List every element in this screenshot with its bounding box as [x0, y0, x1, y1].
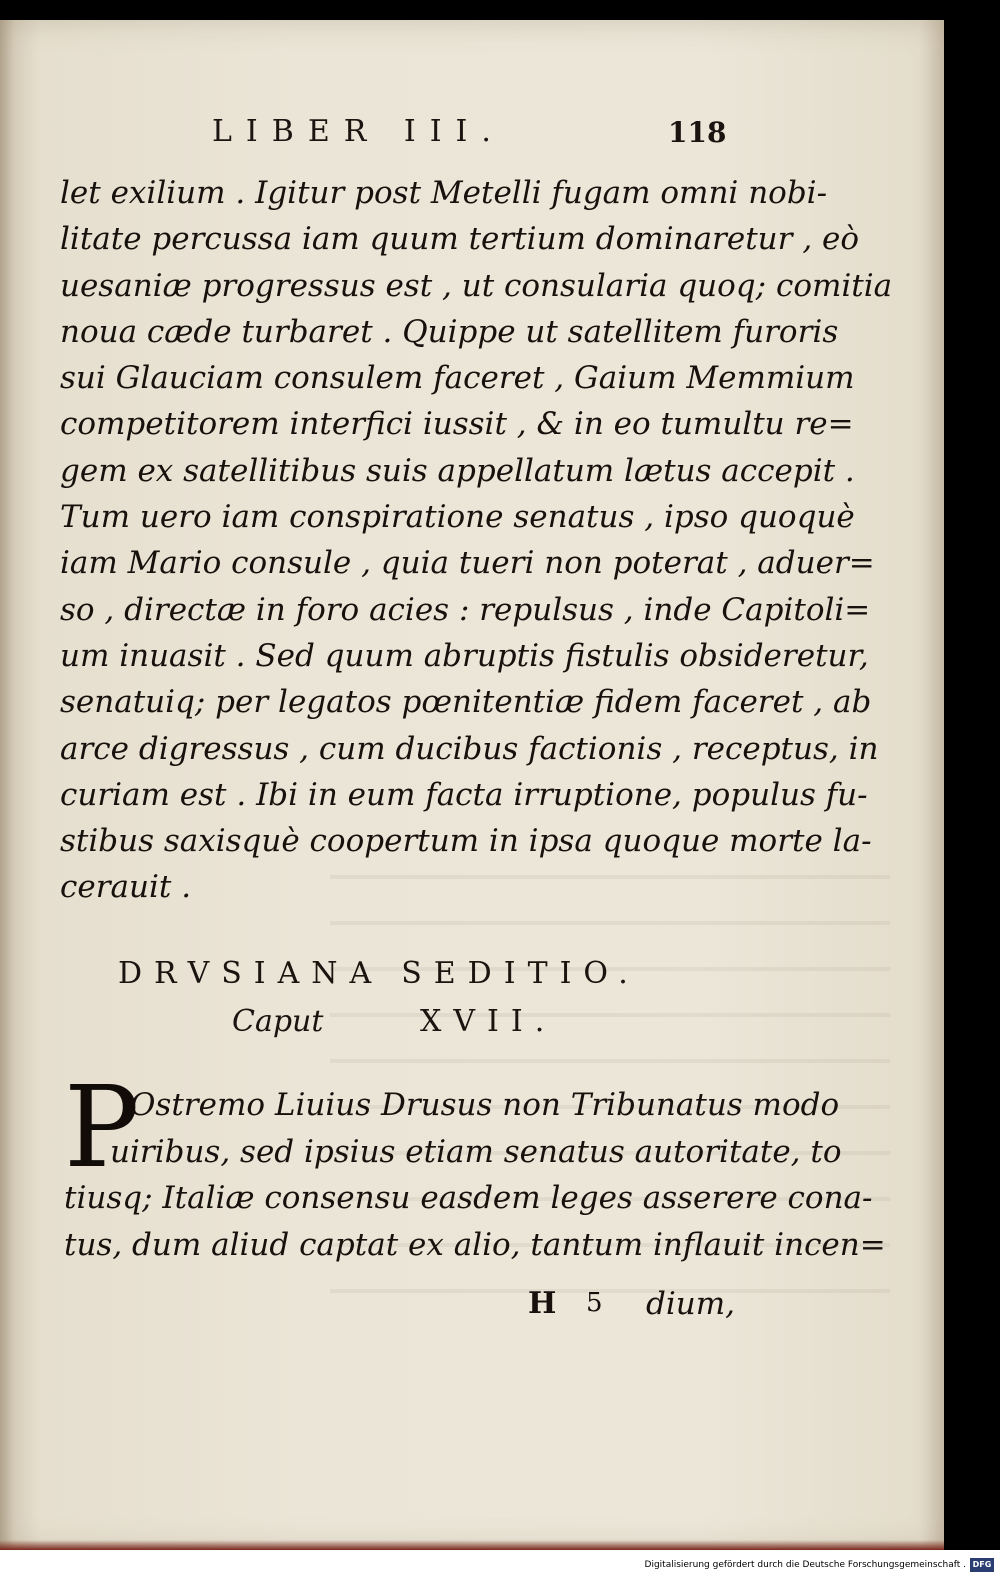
- catchline: [0, 1286, 944, 1326]
- text-line: let exilium . Igitur post Metelli fugam omni nobi-: [60, 175, 828, 211]
- text-line: stibus saxisquè coopertum in ipsa quoque morte la-: [60, 823, 872, 860]
- text-line: cerauit .: [60, 869, 192, 906]
- running-head: LIBER III.: [212, 114, 505, 149]
- text-line: so , directæ in foro acies : repulsus , inde Capitoli=: [60, 591, 871, 628]
- page-header: [0, 114, 944, 154]
- chapter-heading: [118, 956, 640, 991]
- signature-number: 5: [586, 1288, 603, 1318]
- text-line: litate percussa iam quum tertium dominaretur , eò: [60, 221, 860, 258]
- catchword: dium,: [646, 1286, 735, 1322]
- footer-bar: [0, 1550, 1000, 1584]
- text-line: competitorem interfici iussit , & in eo tumultu re=: [60, 406, 854, 443]
- drop-cap: P: [64, 1063, 140, 1193]
- text-line: gem ex satellitibus suis appellatum lætus accepit .: [60, 452, 855, 489]
- text-line: tus, dum aliud captat ex alio, tantum inflauit incen=: [64, 1226, 886, 1263]
- text-line: sui Glauciam consulem faceret , Gaium Memmium: [60, 360, 855, 397]
- signature-mark: H: [528, 1286, 559, 1321]
- text-line: tiusq; Italiæ consensu easdem leges asserere cona-: [64, 1180, 873, 1216]
- book-page: [0, 20, 944, 1550]
- text-line: Tum uero iam conspiratione senatus , ipso quoquè: [60, 499, 855, 536]
- text-line: Ostremo Liuius Drusus non Tribunatus modo: [130, 1087, 840, 1123]
- text-line: noua cæde turbaret . Quippe ut satellitem furoris: [60, 313, 839, 350]
- caput-number: XVII.: [420, 1004, 557, 1039]
- text-line: uiribus, sed ipsius etiam senatus autoritate, to: [110, 1133, 842, 1170]
- chapter-text: [64, 1063, 886, 1268]
- funding-credit: Digitalisierung gefördert durch die Deutsche Forschungsgemeinschaft .: [644, 1560, 966, 1570]
- text-line: um inuasit . Sed quum abruptis fistulis obsideretur,: [60, 637, 869, 674]
- caput-label: Caput: [232, 1004, 324, 1039]
- text-line: arce digressus , cum ducibus factionis , receptus, in: [60, 730, 879, 767]
- body-text: [60, 170, 893, 911]
- text-line: senatuiq; per legatos pœnitentiæ fidem faceret , ab: [60, 684, 872, 721]
- dfg-logo: DFG: [970, 1558, 994, 1572]
- text-line: iam Mario consule , quia tueri non poterat , aduer=: [60, 545, 875, 582]
- chapter-heading-part2: SEDITIO.: [401, 956, 640, 991]
- text-line: curiam est . Ibi in eum facta irruptione, populus fu-: [60, 776, 868, 813]
- chapter-heading-part1: DRVSIANA: [118, 956, 384, 991]
- text-line: uesaniæ progressus est , ut consularia quoq; comitia: [60, 267, 893, 304]
- page-number: 118: [668, 116, 727, 149]
